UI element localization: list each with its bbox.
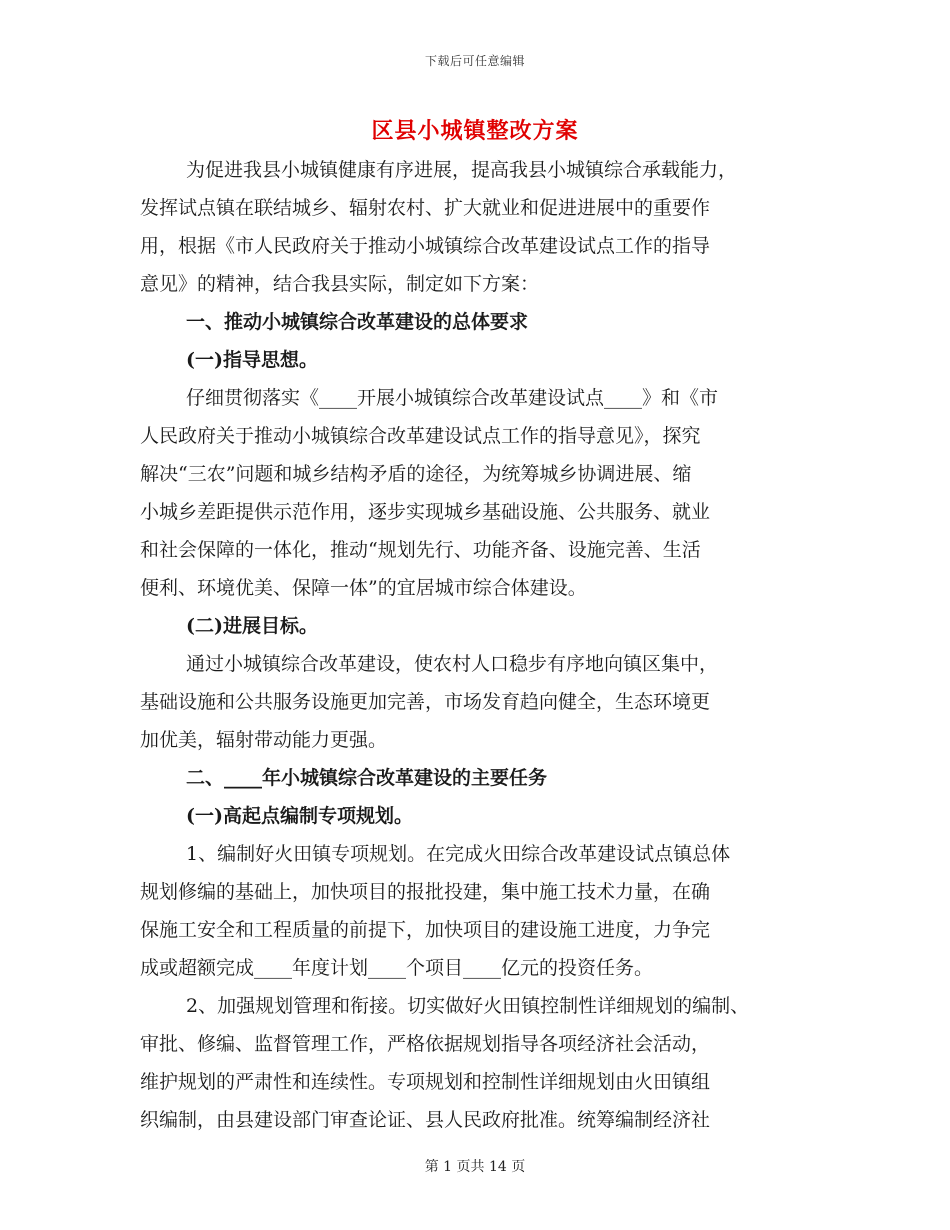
body-line: 维护规划的严肃性和连续性。专项规划和控制性详细规划由火田镇组 <box>140 1071 711 1093</box>
body-line: 用，根据《市人民政府关于推动小城镇综合改革建设试点工作的指导 <box>140 235 711 257</box>
body-line: 人民政府关于推动小城镇综合改革建设试点工作的指导意见》，探究 <box>140 425 701 447</box>
body-line: 仔细贯彻落实《____开展小城镇综合改革建设试点____》和《市 <box>186 387 719 409</box>
body-line: 解决“三农”问题和城乡结构矛盾的途径，为统筹城乡协调进展、缩 <box>140 463 692 485</box>
section-heading: 二、____年小城镇综合改革建设的主要任务 <box>186 767 548 789</box>
body-line: 基础设施和公共服务设施更加完善，市场发育趋向健全，生态环境更 <box>140 691 711 713</box>
body-line: 便利、环境优美、保障一体”的宜居城市综合体建设。 <box>140 577 587 599</box>
body-line: 规划修编的基础上，加快项目的报批投建，集中施工技术力量，在确 <box>140 881 711 903</box>
body-line: 为促进我县小城镇健康有序进展，提高我县小城镇综合承载能力， <box>186 159 738 181</box>
subsection-heading: (一)高起点编制专项规划。 <box>186 805 413 827</box>
body-line: 和社会保障的一体化，推动“规划先行、功能齐备、设施完善、生活 <box>140 539 701 561</box>
body-line: 保施工安全和工程质量的前提下，加快项目的建设施工进度，力争完 <box>140 919 711 941</box>
body-line: 通过小城镇综合改革建设，使农村人口稳步有序地向镇区集中， <box>186 653 719 675</box>
subsection-heading: (一)指导思想。 <box>186 349 318 371</box>
page-footer: 第 1 页共 14 页 <box>424 1159 526 1175</box>
body-line: 小城乡差距提供示范作用，逐步实现城乡基础设施、公共服务、就业 <box>140 501 711 523</box>
subsection-heading: (二)进展目标。 <box>186 615 318 637</box>
body-line: 成或超额完成____年度计划____个项目____亿元的投资任务。 <box>140 957 654 979</box>
body-line: 意见》的精神，结合我县实际，制定如下方案： <box>140 273 540 295</box>
body-line: 1、编制好火田镇专项规划。在完成火田综合改革建设试点镇总体 <box>186 843 731 865</box>
body-line: 加优美，辐射带动能力更强。 <box>140 729 388 751</box>
body-line: 织编制，由县建设部门审查论证、县人民政府批准。统筹编制经济社 <box>140 1109 711 1131</box>
page-header-note: 下载后可任意编辑 <box>424 54 525 68</box>
document-title: 区县小城镇整改方案 <box>371 118 579 144</box>
body-line: 发挥试点镇在联结城乡、辐射农村、扩大就业和促进进展中的重要作 <box>140 197 711 219</box>
body-line: 审批、修编、监督管理工作，严格依据规划指导各项经济社会活动， <box>140 1033 711 1055</box>
body-line: 2、加强规划管理和衔接。切实做好火田镇控制性详细规划的编制、 <box>186 995 750 1017</box>
section-heading: 一、推动小城镇综合改革建设的总体要求 <box>186 311 529 333</box>
